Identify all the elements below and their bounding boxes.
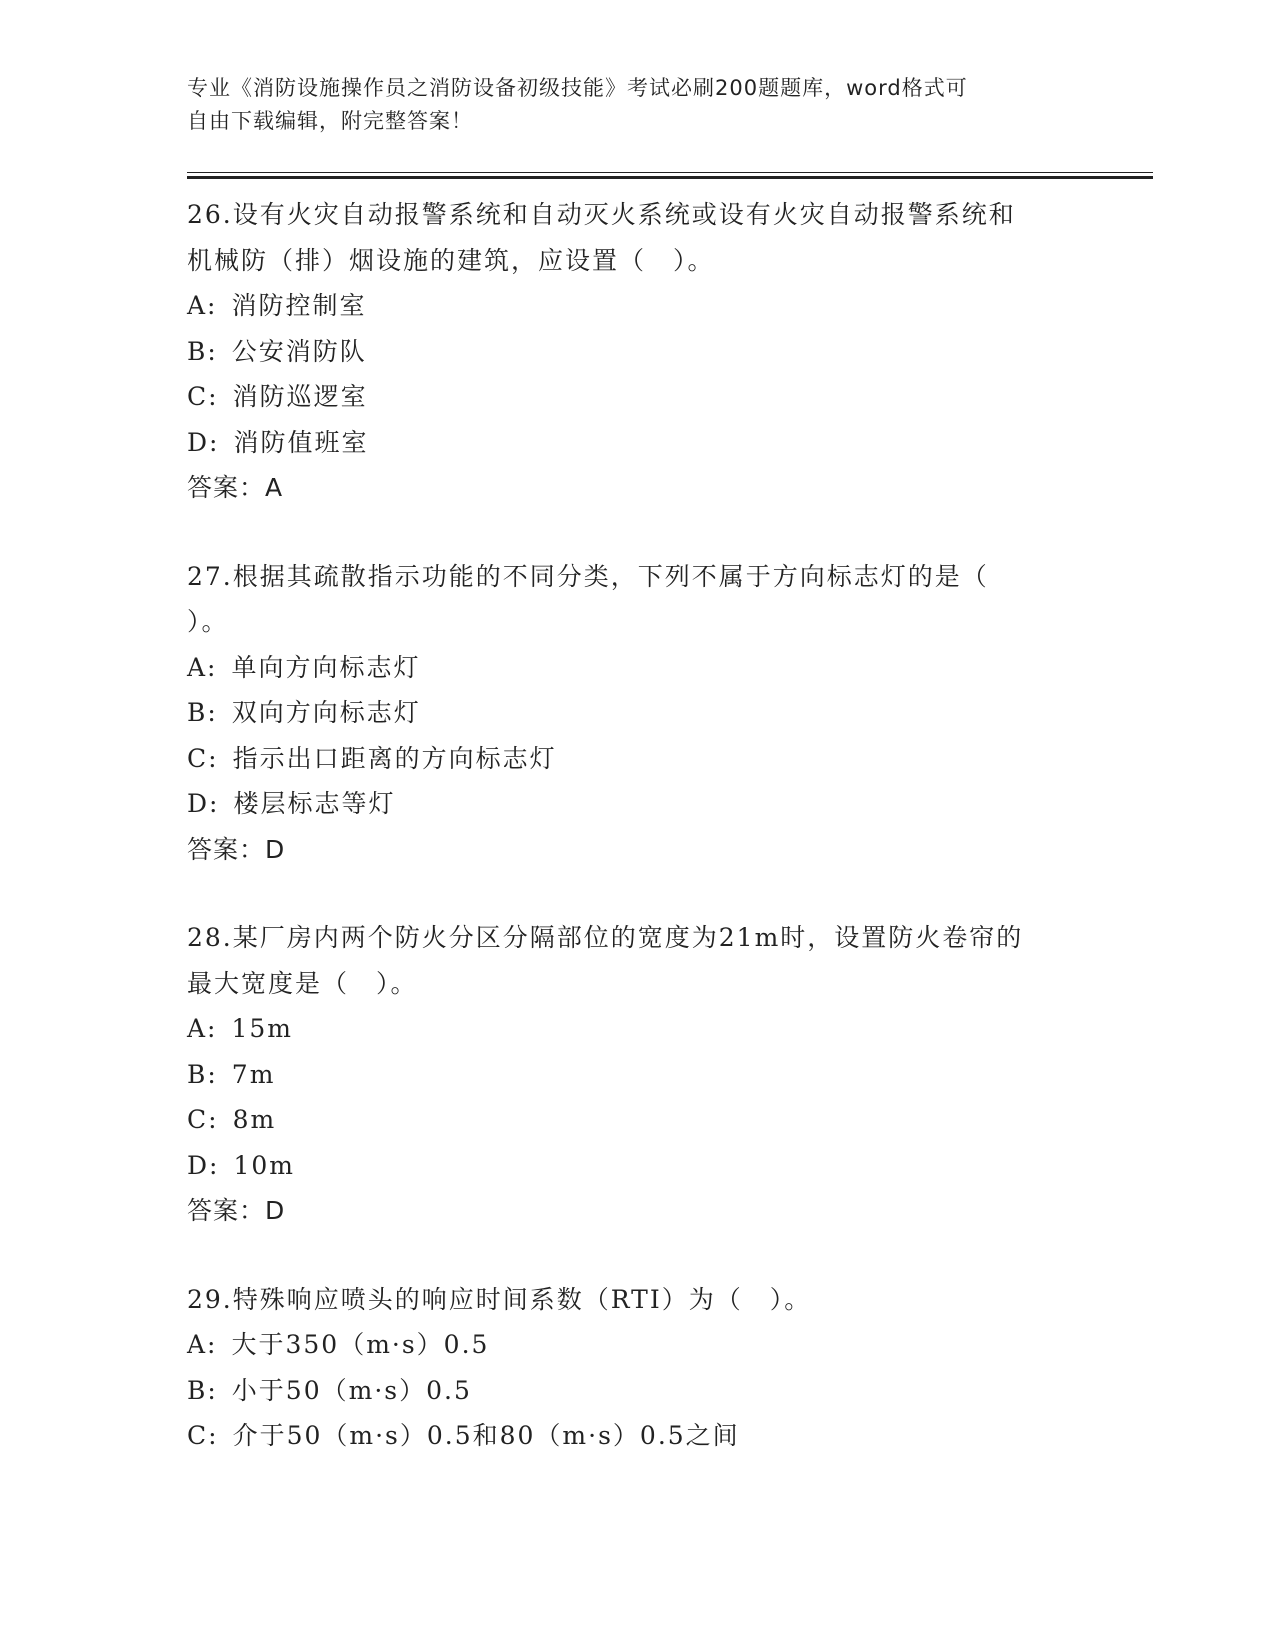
header-divider-thin [187, 172, 1153, 173]
option-text: 大于350（m·s）0.5 [231, 1330, 490, 1359]
question-stem-line: 27.根据其疏散指示功能的不同分类，下列不属于方向标志灯的是（ [187, 561, 989, 591]
option-a [187, 1006, 1087, 1052]
question-stem-line: 最大宽度是（ ）。 [187, 968, 418, 998]
question-stem-line: ）。 [187, 607, 229, 636]
option-text: 10m [233, 1150, 295, 1180]
option-a [187, 1322, 1087, 1368]
option-text: 单向方向标志灯 [231, 652, 421, 682]
question-stem-line: 28.某厂房内两个防火分区分隔部位的宽度为21m时，设置防火卷帘的 [187, 923, 1024, 952]
option-key: A: [187, 652, 218, 682]
option-key: C: [187, 1421, 219, 1450]
header-line-1: 专业《消防设施操作员之消防设备初级技能》考试必刷200题题库，word格式可 [187, 76, 968, 100]
option-b [187, 329, 1087, 375]
answer-line: 答案：A [187, 473, 284, 502]
question-list [187, 192, 1087, 1502]
option-key: B: [187, 698, 218, 727]
option-key: A: [187, 291, 218, 320]
option-key: A: [187, 1014, 218, 1043]
option-text: 介于50（m·s）0.5和80（m·s）0.5之间 [232, 1421, 740, 1450]
question-27 [187, 554, 1087, 873]
option-d [187, 1143, 1087, 1189]
option-text: 楼层标志等灯 [233, 789, 396, 818]
option-key: D: [187, 1150, 220, 1180]
question-stem-line: 26.设有火灾自动报警系统和自动灭火系统或设有火灾自动报警系统和 [187, 200, 1016, 229]
question-stem-line: 29.特殊响应喷头的响应时间系数（RTI）为（ ）。 [187, 1284, 812, 1314]
option-key: D: [187, 427, 220, 457]
question-stem-line: 机械防（排）烟设施的建筑，应设置（ ）。 [187, 245, 715, 275]
option-key: C: [187, 382, 219, 411]
option-a [187, 283, 1087, 329]
option-b [187, 1368, 1087, 1414]
option-key: B: [187, 1375, 218, 1405]
option-key: D: [187, 789, 220, 818]
option-text: 双向方向标志灯 [231, 698, 421, 727]
option-key: C: [187, 1105, 219, 1134]
option-text: 公安消防队 [231, 336, 367, 366]
option-text: 消防值班室 [233, 427, 369, 457]
option-d [187, 420, 1087, 466]
option-c [187, 374, 1087, 420]
option-text: 指示出口距离的方向标志灯 [232, 743, 557, 773]
option-c [187, 1413, 1087, 1459]
option-text: 消防巡逻室 [232, 382, 368, 411]
question-29 [187, 1277, 1087, 1459]
option-key: C: [187, 743, 219, 773]
option-c [187, 1097, 1087, 1143]
header-divider-thick [187, 176, 1153, 179]
question-26 [187, 192, 1087, 511]
option-c [187, 736, 1087, 782]
option-a [187, 645, 1087, 691]
header-line-2: 自由下载编辑，附完整答案！ [187, 109, 473, 133]
option-text: 8m [232, 1105, 277, 1134]
answer-line: 答案：D [187, 1196, 286, 1225]
option-key: B: [187, 336, 218, 366]
question-28 [187, 915, 1087, 1234]
option-text: 小于50（m·s）0.5 [231, 1375, 472, 1405]
option-key: B: [187, 1059, 218, 1089]
option-text: 7m [231, 1059, 276, 1089]
document-header [187, 72, 1087, 138]
option-d [187, 781, 1087, 827]
option-key: A: [187, 1330, 218, 1359]
option-text: 消防控制室 [231, 291, 367, 320]
option-b [187, 690, 1087, 736]
option-b [187, 1052, 1087, 1098]
option-text: 15m [231, 1014, 294, 1043]
answer-line: 答案：D [187, 834, 286, 864]
